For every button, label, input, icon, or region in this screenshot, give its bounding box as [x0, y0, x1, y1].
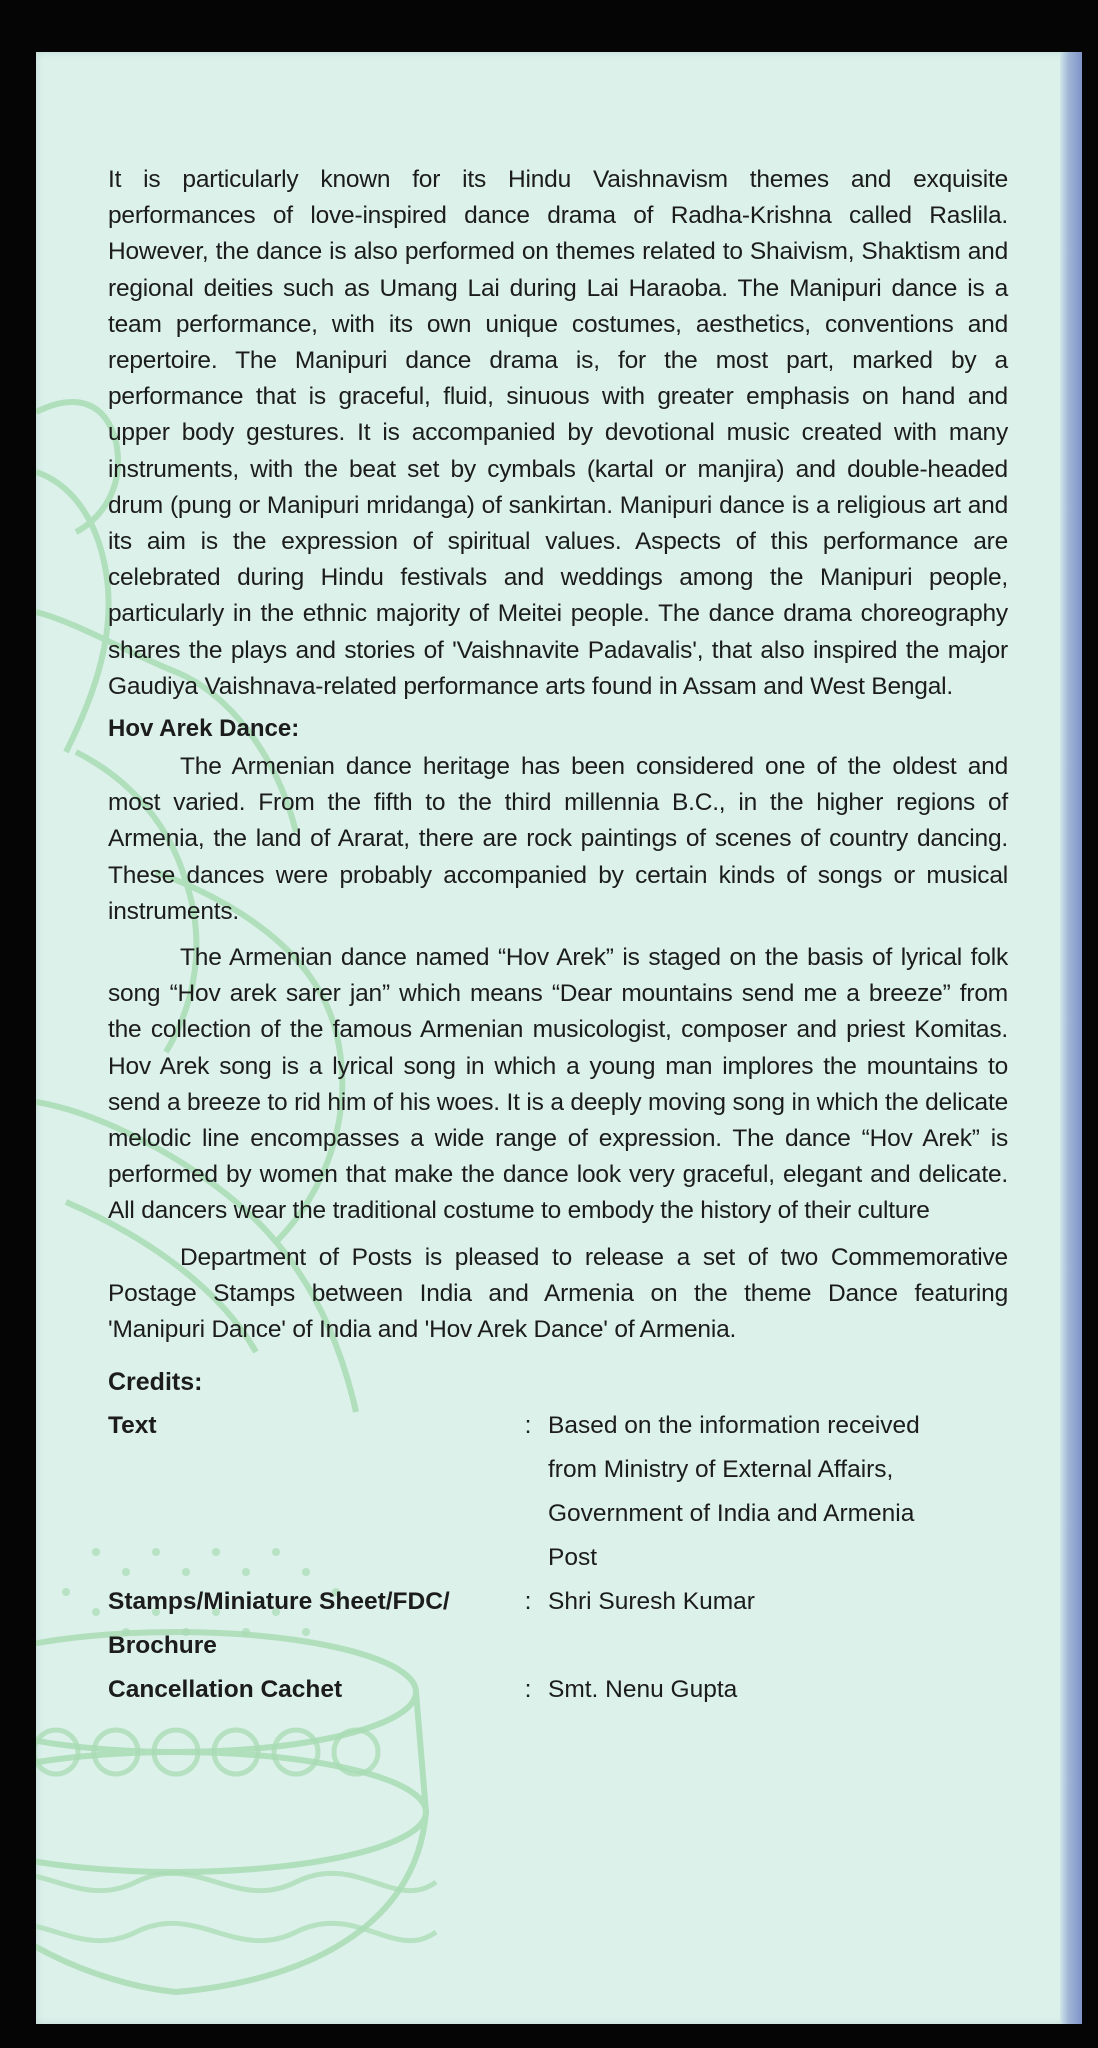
hov-arek-heading: Hov Arek Dance:: [108, 715, 300, 743]
brochure-text: [108, 162, 1008, 1712]
credit-colon: :: [524, 1676, 532, 1704]
credit-label: Text: [108, 1412, 157, 1440]
credit-row-stamps: [108, 1580, 1008, 1668]
credit-colon: :: [524, 1588, 532, 1616]
credit-value: Shri Suresh Kumar: [548, 1588, 755, 1616]
hov-arek-paragraph-2: The Armenian dance named “Hov Arek” is staged on the basis of lyrical folk song “Hov arek sarer jan” which means “Dear mountains send me a breeze” from the collection of the famous Armenian musicologist, composer and priest Komitas. Hov Arek song is a lyrical song in which a young man implores the mountains to send a breeze to rid him of his woes. It is a deeply moving song in which the delicate melodic line encompasses a wide range of expression. The dance “Hov Arek” is performed by women that make the dance look very graceful, elegant and delicate. All dancers wear the traditional costume to embody the history of their culture: [108, 944, 1008, 1225]
credit-label: Stamps/Miniature Sheet/FDC/ Brochure: [108, 1588, 450, 1660]
manipuri-paragraph: It is particularly known for its Hindu Vaishnavism themes and exquisite performances of love-inspired dance drama of Radha-Krishna called Raslila. However, the dance is also performed on themes related to Shaivism, Shaktism and regional deities such as Umang Lai during Lai Haraoba. The Manipuri dance is a team performance, with its own unique costumes, aesthetics, conventions and repertoire. The Manipuri dance drama is, for the most part, marked by a performance that is graceful, fluid, sinuous with greater emphasis on hand and upper body gestures. It is accompanied by devotional music created with many instruments, with the beat set by cymbals (kartal or manjira) and double-headed drum (pung or Manipuri mridanga) of sankirtan. Manipuri dance is a religious art and its aim is the expression of spiritual values. Aspects of this performance are celebrated during Hindu festivals and weddings among the Manipuri people, particularly in the ethnic majority of Meitei people. The dance drama choreography shares the plays and stories of 'Vaishnavite Padavalis', that also inspired the major Gaudiya Vaishnava-related performance arts found in Assam and West Bengal.: [108, 166, 1008, 700]
credit-colon: :: [524, 1412, 532, 1440]
credit-row-cachet: [108, 1668, 1008, 1712]
credit-label: Cancellation Cachet: [108, 1676, 343, 1704]
brochure-edge-strip: [1060, 52, 1082, 2024]
hov-arek-paragraph-1: The Armenian dance heritage has been considered one of the oldest and most varied. From the fifth to the third millennia B.C., in the higher regions of Armenia, the land of Ararat, there are rock paintings of scenes of country dancing. These dances were probably accompanied by certain kinds of songs or musical instruments.: [108, 753, 1008, 925]
credit-row-text: [108, 1404, 1008, 1580]
release-paragraph: Department of Posts is pleased to release a set of two Commemorative Postage Stamps between India and Armenia on the theme Dance featuring 'Manipuri Dance' of India and 'Hov Arek Dance' of Armenia.: [108, 1243, 1008, 1344]
credits-title: Credits:: [108, 1368, 203, 1397]
credit-value: Based on the information received from Ministry of External Affairs, Government of India and Armenia Post: [548, 1412, 920, 1572]
brochure-page: [36, 52, 1082, 2024]
credit-value: Smt. Nenu Gupta: [548, 1676, 738, 1704]
